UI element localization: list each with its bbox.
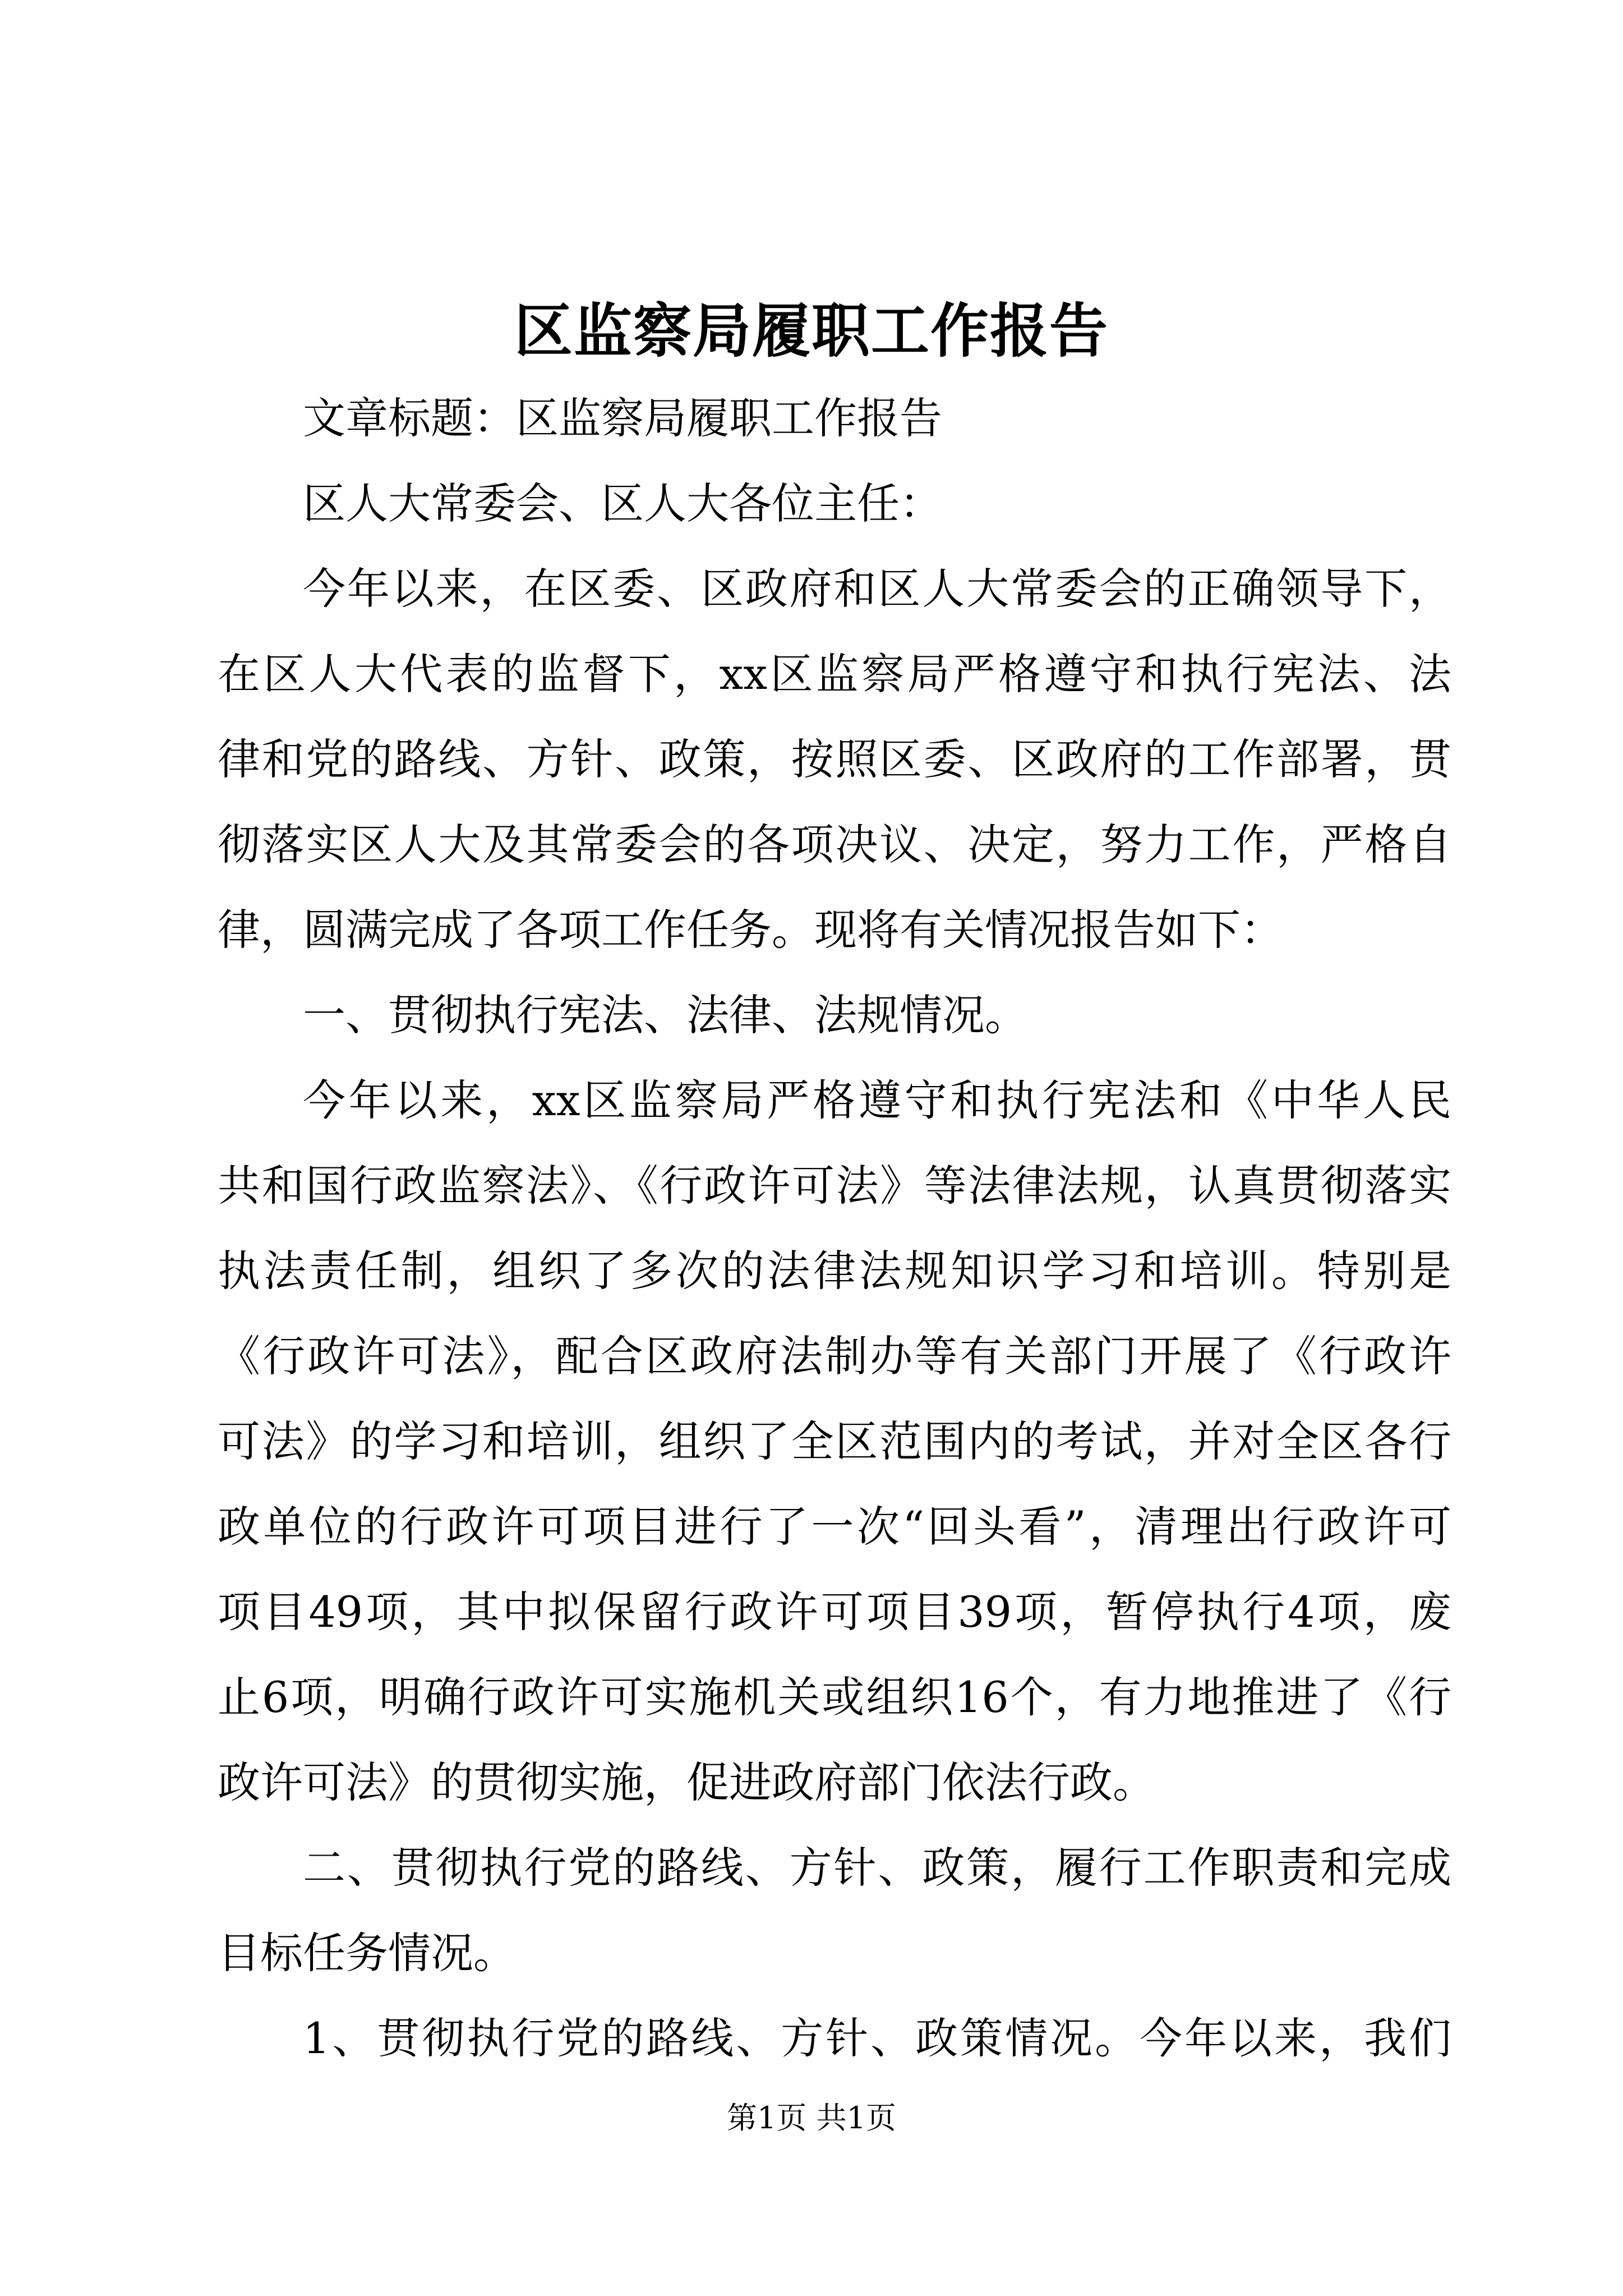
text-line: 律和党的路线、方针、政策，按照区委、区政府的工作部署，贯 xyxy=(218,734,1451,784)
text-line: 区人大常委会、区人大各位主任： xyxy=(303,478,942,528)
text-line: 在区人大代表的监督下，xx区监察局严格遵守和执行宪法、法 xyxy=(218,649,1451,699)
text-line: 1、贯彻执行党的路线、方针、政策情况。今年以来，我们 xyxy=(303,2013,1451,2063)
text-line: 执法责任制，组织了多次的法律法规知识学习和培训。特别是 xyxy=(218,1246,1451,1296)
text-line: 彻落实区人大及其常委会的各项决议、决定，努力工作，严格自 xyxy=(218,820,1451,869)
text-line: 政单位的行政许可项目进行了一次“回头看”，清理出行政许可 xyxy=(218,1502,1451,1552)
document-title: 区监察局履职工作报告 xyxy=(514,296,1109,365)
text-line: 今年以来，在区委、区政府和区人大常委会的正确领导下， xyxy=(303,564,1451,614)
text-line: 一、贯彻执行宪法、法律、法规情况。 xyxy=(303,990,1027,1040)
text-line: 律，圆满完成了各项工作任务。现将有关情况报告如下： xyxy=(218,905,1283,955)
text-line: 今年以来，xx区监察局严格遵守和执行宪法和《中华人民 xyxy=(303,1075,1451,1125)
text-line: 可法》的学习和培训，组织了全区范围内的考试，并对全区各行 xyxy=(218,1416,1451,1466)
text-line: 止6项，明确行政许可实施机关或组织16个，有力地推进了《行 xyxy=(218,1672,1451,1722)
text-line: 文章标题：区监察局履职工作报告 xyxy=(303,393,942,443)
page-footer: 第1页 共1页 xyxy=(727,2100,896,2136)
text-line: 政许可法》的贯彻实施，促进政府部门依法行政。 xyxy=(218,1757,1155,1807)
text-line: 项目49项，其中拟保留行政许可项目39项，暂停执行4项，废 xyxy=(218,1587,1451,1637)
text-line: 共和国行政监察法》、《行政许可法》等法律法规，认真贯彻落实 xyxy=(218,1161,1451,1211)
text-line: 目标任务情况。 xyxy=(218,1928,516,1978)
text-line: 《行政许可法》，配合区政府法制办等有关部门开展了《行政许 xyxy=(218,1331,1451,1381)
text-line: 二、贯彻执行党的路线、方针、政策，履行工作职责和完成 xyxy=(303,1843,1451,1893)
document-body xyxy=(218,376,1451,2081)
